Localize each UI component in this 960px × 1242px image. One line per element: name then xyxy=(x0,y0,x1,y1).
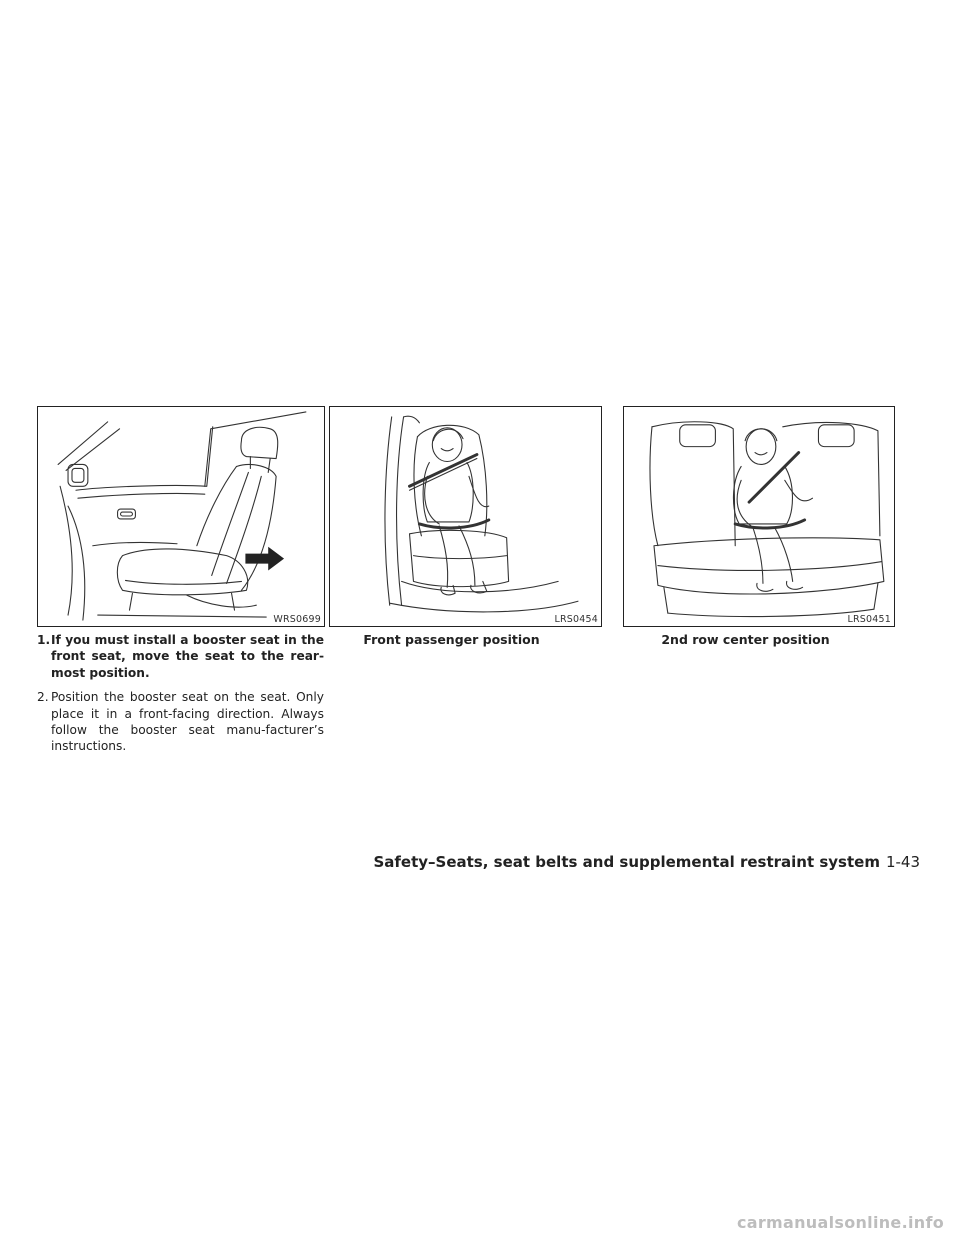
figure-code: LRS0451 xyxy=(847,614,891,625)
step-number: 1. xyxy=(37,633,51,647)
instruction-steps xyxy=(38,632,324,763)
figure-code: WRS0699 xyxy=(273,614,321,625)
watermark: carmanualsonline.info xyxy=(736,1213,944,1232)
figure-front-seat xyxy=(37,406,325,627)
front-passenger-illustration xyxy=(330,407,601,626)
step-number: 2. xyxy=(37,690,49,705)
step-2 xyxy=(38,689,324,755)
second-row-illustration xyxy=(624,407,894,626)
figure-front-passenger xyxy=(329,406,602,627)
figure-caption-second-row: 2nd row center position xyxy=(661,632,830,647)
step-text: Position the booster seat on the seat. Only place it in a front-facing direction. Always follow the booster seat manu-facturer’s instructions. xyxy=(51,690,324,754)
front-seat-illustration xyxy=(38,407,324,626)
arrow-icon xyxy=(245,547,284,571)
section-title: Safety–Seats, seat belts and supplemental restraint system xyxy=(373,853,880,871)
step-1 xyxy=(38,632,324,681)
figure-code: LRS0454 xyxy=(554,614,598,625)
figure-caption-front-passenger: Front passenger position xyxy=(363,632,540,647)
step-text: If you must install a booster seat in the front seat, move the seat to the rear-most position. xyxy=(51,633,324,680)
page-number: 1-43 xyxy=(885,853,920,871)
figure-second-row xyxy=(623,406,895,627)
page-footer xyxy=(0,853,920,871)
